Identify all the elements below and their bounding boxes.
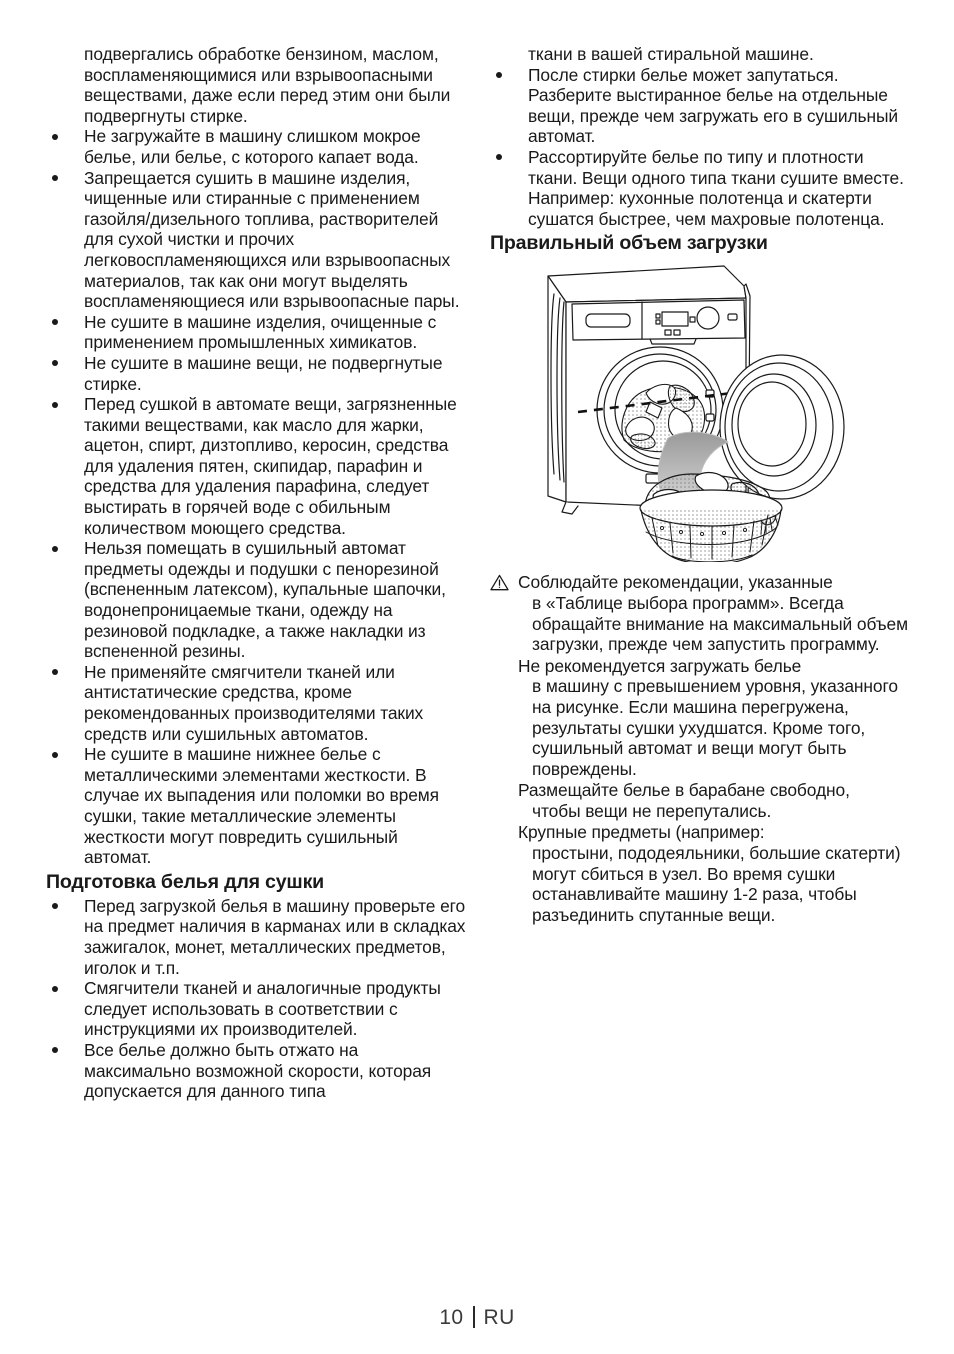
- note-body: [518, 780, 910, 821]
- list-item-text: Смягчители тканей и аналогичные продукты следует использовать в соответствии с инструкциями их производителей.: [84, 978, 441, 1040]
- list-item-text: Не сушите в машине вещи, не подвергнутые стирке.: [84, 352, 443, 394]
- machine-figure-svg: [500, 262, 900, 562]
- info-square-icon: [490, 659, 505, 674]
- bullet-icon: [52, 752, 58, 758]
- list-item: [46, 978, 466, 1040]
- footer-page-number: 10: [439, 1306, 464, 1329]
- left-text-column: [46, 44, 476, 1102]
- list-item-text: Перед сушкой в автомате вещи, загрязненные такими веществами, как масло для жарки, ацетон, спирт, дизтопливо, керосин, средства для удаления пятен, скипидар, парафин и средства для удаления парафина, следует выстирать в горячей воде с обильным количеством моющего средства.: [84, 394, 457, 538]
- list-item-text: Не загружайте в машину слишком мокрое белье, или белье, с которого капает вода.: [84, 126, 421, 167]
- bullet-icon: [496, 154, 502, 160]
- note-first-line: Соблюдайте рекомендации, указанные: [518, 572, 833, 593]
- section-heading-correct-load: Правильный объем загрузки: [490, 232, 768, 255]
- list-item-text: Не применяйте смягчители тканей или антистатические средства, кроме рекомендованных производителями таких средств или сушильных автоматов.: [84, 661, 424, 744]
- list-item: [490, 65, 910, 147]
- note-first-line: Размещайте белье в барабане свободно,: [518, 780, 850, 801]
- list-item: [490, 147, 910, 229]
- note-first-line: Крупные предметы (например:: [518, 822, 765, 843]
- paragraph-continuation: подвергались обработке бензином, маслом, воспламеняющимися или взрывоопасными веществами, даже если перед этим они были подвергнуты стирке.: [84, 44, 451, 126]
- section-heading-laundry-preparation: Подготовка белья для сушки: [46, 870, 325, 893]
- list-item: [46, 168, 466, 312]
- warning-triangle-icon: [490, 574, 509, 591]
- list-item: [46, 126, 466, 167]
- info-square-icon: [490, 825, 505, 840]
- list-item: [46, 1040, 466, 1102]
- bullet-icon: [52, 986, 58, 992]
- note-rest: простыни, пододеяльники, большие скатерти) могут сбиться в узел. Во время сушки останавливайте машину 1-2 раза, чтобы разъединить спутанные вещи.: [532, 843, 901, 925]
- info-note: [490, 656, 910, 780]
- list-item-text: Не сушите в машине нижнее белье с металлическими элементами жесткости. В случае их выпадения или поломки во время сушки, такие металлические элементы жесткости могут повредить сушильный автомат.: [84, 744, 439, 868]
- note-rest: в машину с превышением уровня, указанного на рисунке. Если машина перегружена, результаты сушки ухудшатся. Кроме того, сушильный автомат и вещи могут быть повреждены.: [532, 676, 898, 779]
- note-rest: в «Таблице выбора программ». Всегда обращайте внимание на максимальный объем загрузки, прежде чем запустить программу.: [532, 592, 908, 655]
- footer-separator: [473, 1306, 475, 1328]
- bullet-icon: [496, 72, 502, 78]
- bullet-icon: [52, 903, 58, 909]
- right-text-column: [490, 44, 920, 925]
- list-item-text: После стирки белье может запутаться. Разберите выстиранное белье на отдельные вещи, прежде чем загружать его в сушильный автомат.: [528, 64, 898, 147]
- note-first-line: Не рекомендуется загружать белье: [518, 655, 802, 676]
- info-square-icon: [490, 783, 505, 798]
- list-item-text: Не сушите в машине изделия, очищенные с применением промышленных химикатов.: [84, 311, 437, 353]
- info-note: [490, 780, 910, 821]
- note-body: [518, 656, 910, 780]
- list-item: [46, 896, 466, 978]
- list-item: [46, 538, 466, 662]
- info-note: [490, 822, 910, 925]
- list-item-text: Нельзя помещать в сушильный автомат предметы одежды и подушки с пенорезиной (вспененным латексом), купальные шапочки, водонепроницаемые ткани, одежду на резиновой подкладке, а также накладки из вспененной резины.: [84, 538, 446, 662]
- list-item-text: Рассортируйте белье по типу и плотности ткани. Вещи одного типа ткани сушите вместе. Например: кухонные полотенца и скатерти сушатся быстрее, чем махровые полотенца.: [528, 146, 904, 229]
- bullet-icon: [52, 175, 58, 181]
- warning-note: [490, 572, 910, 654]
- note-body: [518, 822, 910, 925]
- bullet-icon: [52, 360, 58, 366]
- list-item: [46, 312, 466, 353]
- washing-machine-loading-illustration: [490, 262, 910, 562]
- list-item: [46, 394, 466, 538]
- paragraph-continuation: ткани в вашей стиральной машине.: [528, 44, 814, 64]
- list-item: [46, 662, 466, 744]
- bullet-icon: [52, 546, 58, 552]
- list-item-text: Запрещается сушить в машине изделия, чищенные или стиранные с применением газойля/дизельного топлива, растворителей для сухой чистки и прочих легковоспламеняющихся или взрывоопасных материалов, так как они могут выделять воспламеняющиеся или взрывоопасные пары.: [84, 167, 460, 312]
- bullet-icon: [52, 669, 58, 675]
- list-item-text: Все белье должно быть отжато на максимально возможной скорости, которая допускается для данного типа: [84, 1039, 432, 1102]
- two-column-body: [0, 44, 954, 1284]
- list-item: [46, 353, 466, 394]
- footer-locale: RU: [483, 1306, 515, 1329]
- bullet-icon: [52, 134, 58, 140]
- bullet-icon: [52, 402, 58, 408]
- page-footer: [0, 1306, 954, 1330]
- note-body: [518, 572, 910, 654]
- bullet-icon: [52, 319, 58, 325]
- bullet-icon: [52, 1047, 58, 1053]
- list-item-text: Перед загрузкой белья в машину проверьте его на предмет наличия в карманах или в складках зажигалок, монет, металлических предметов, иголок и т.п.: [84, 895, 466, 978]
- note-rest: чтобы вещи не перепутались.: [532, 800, 772, 821]
- list-item: [46, 744, 466, 868]
